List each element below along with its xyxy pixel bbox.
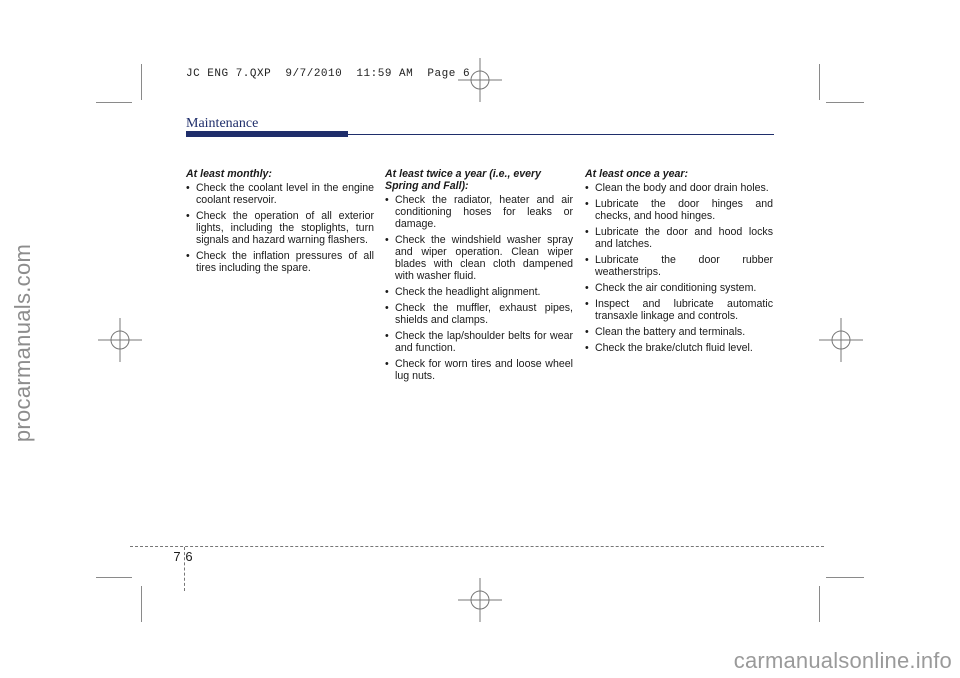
list-item: • Inspect and lubricate automatic transaxle linkage and controls. bbox=[585, 298, 773, 322]
maintenance-column-monthly bbox=[186, 168, 374, 278]
chapter-number: 7 bbox=[173, 549, 181, 564]
header-rule bbox=[348, 134, 774, 135]
watermark-bottom: carmanualsonline.info bbox=[733, 648, 952, 673]
list-item: • Check the coolant level in the engine coolant reservoir. bbox=[186, 182, 374, 206]
printer-slug: JC ENG 7.QXP 9/7/2010 11:59 AM Page 6 bbox=[186, 68, 471, 80]
registration-mark-icon bbox=[98, 318, 142, 362]
list-item: • Check the lap/shoulder belts for wear and function. bbox=[385, 330, 573, 354]
watermark-left: procarmanuals.com bbox=[10, 243, 35, 443]
maintenance-column-twice-yearly bbox=[385, 168, 573, 386]
crop-mark bbox=[819, 64, 820, 100]
list-item: • Clean the battery and terminals. bbox=[585, 326, 773, 338]
list-item: • Check the inflation pressures of all tires including the spare. bbox=[186, 250, 374, 274]
checklist bbox=[186, 182, 374, 274]
crop-mark bbox=[819, 586, 820, 622]
registration-mark-icon bbox=[819, 318, 863, 362]
footer-rule bbox=[130, 546, 824, 547]
list-item: • Check the headlight alignment. bbox=[385, 286, 573, 298]
crop-mark bbox=[141, 64, 142, 100]
crop-mark bbox=[96, 577, 132, 578]
list-item: • Check the radiator, heater and air conditioning hoses for leaks or damage. bbox=[385, 194, 573, 230]
column-heading: At least once a year: bbox=[585, 168, 689, 180]
list-item: • Lubricate the door rubber weatherstrips. bbox=[585, 254, 773, 278]
list-item: • Lubricate the door and hood locks and latches. bbox=[585, 226, 773, 250]
registration-mark-icon bbox=[458, 578, 502, 622]
checklist bbox=[585, 182, 773, 354]
list-item: • Check the operation of all exterior lights, including the stoplights, turn signals and hazard warning flashers. bbox=[186, 210, 374, 246]
crop-mark bbox=[826, 102, 864, 103]
list-item: • Check for worn tires and loose wheel lug nuts. bbox=[385, 358, 573, 382]
list-item: • Check the brake/clutch fluid level. bbox=[585, 342, 773, 354]
crop-mark bbox=[96, 102, 132, 103]
column-heading: At least monthly: bbox=[186, 168, 272, 180]
column-heading: At least twice a year (i.e., every Spring and Fall): bbox=[385, 168, 542, 192]
maintenance-column-yearly bbox=[585, 168, 773, 358]
section-title: Maintenance bbox=[186, 116, 259, 131]
list-item: • Lubricate the door hinges and checks, and hood hinges. bbox=[585, 198, 773, 222]
registration-mark-icon bbox=[458, 58, 502, 102]
list-item: • Check the windshield washer spray and wiper operation. Clean wiper blades with clean cloth dampened with washer fluid. bbox=[385, 234, 573, 282]
list-item: • Clean the body and door drain holes. bbox=[585, 182, 773, 194]
crop-mark bbox=[141, 586, 142, 622]
list-item: • Check the muffler, exhaust pipes, shields and clamps. bbox=[385, 302, 573, 326]
header-accent-bar bbox=[186, 131, 348, 137]
page-number-value: 6 bbox=[185, 549, 193, 564]
page-number bbox=[171, 549, 195, 564]
checklist bbox=[385, 194, 573, 382]
list-item: • Check the air conditioning system. bbox=[585, 282, 773, 294]
crop-mark bbox=[826, 577, 864, 578]
